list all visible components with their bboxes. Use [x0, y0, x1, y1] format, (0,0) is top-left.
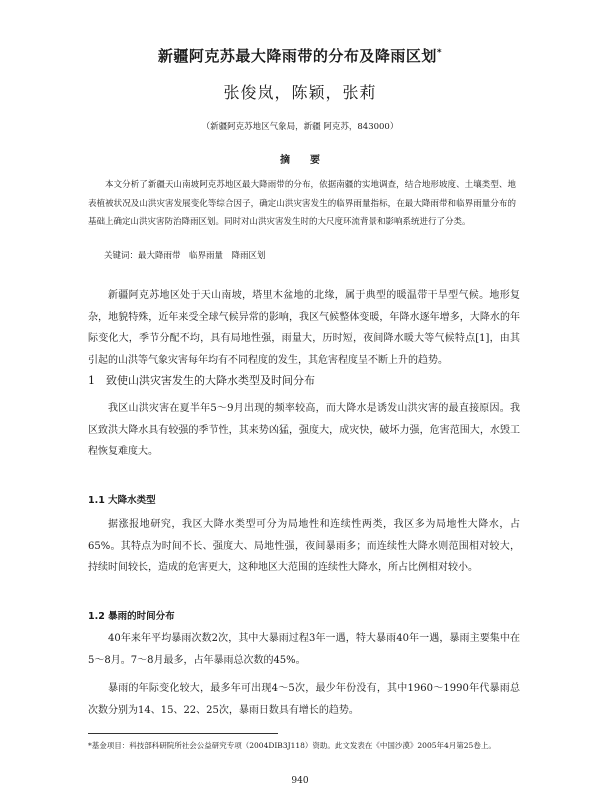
affiliation: （新疆阿克苏地区气象局，新疆 阿克苏，843000） [201, 122, 399, 132]
footnote: *基金项目：科技部科研院所社会公益研究专项（2004DIB3J118）资助。此文发表在《中国沙漠》2005年4月第25卷上。 [88, 741, 496, 750]
paper-title [0, 45, 600, 66]
abstract-heading: 摘 要 [280, 155, 320, 166]
intro-paragraph: 新疆阿克苏地区处于天山南坡，塔里木盆地的北缘，属于典型的暖温带干旱型气候。地形复杂，地貌特殊，近年来受全球气候异常的影响，我区气候整体变暖，年降水逐年增多，大降水的年际变化大，季节分配不均，具有局地性强，雨量大，历时短，夜间降水暖大等气候特点[1]，由其引起的山洪等气象灾害每年均有不同程度的发生，其危害程度呈不断上升的趋势。 [88, 290, 520, 366]
page-number: 940 [291, 776, 309, 786]
abstract-body: 本文分析了新疆天山南坡阿克苏地区最大降雨带的分布，依据南疆的实地调查，结合地形坡度、土壤类型、地表植被状况及山洪灾害发展变化等综合因子，确定山洪灾害发生的临界雨量指标，在最大降雨带和临界雨量分布的基础上确定山洪灾害防治降雨区划。同时对山洪灾害发生时的大尺度环流背景和影响系统进行了分类。 [88, 180, 516, 227]
section-1-1-heading: 1.1 大降水类型 [88, 495, 156, 506]
section-1-2-paragraph-2: 暴雨的年际变化较大，最多年可出现4～5次，最少年份没有，其中1960～1990年代暴雨总次数分别为14、15、22、25次，暴雨日数具有增长的趋势。 [88, 683, 520, 716]
title-footnote-marker: * [436, 48, 443, 58]
footnote-divider [88, 733, 278, 734]
section-1-paragraph: 我区山洪灾害在夏半年5～9月出现的频率较高，而大降水是诱发山洪灾害的最直接原因。我区致洪大降水具有较强的季节性，其来势凶猛，强度大，成灾快，破坏力强，危害范围大，水毁工程恢复难度大。 [88, 403, 520, 457]
section-1-2-paragraph-1: 40年来年平均暴雨次数2次，其中大暴雨过程3年一遇，特大暴雨40年一遇，暴雨主要集中在5～8月。7～8月最多，占年暴雨总次数的45%。 [88, 633, 520, 666]
section-1-2-heading: 1.2 暴雨的时间分布 [88, 611, 175, 622]
section-1-1-paragraph: 据涨报地研究，我区大降水类型可分为局地性和连续性两类，我区多为局地性大降水，占65%。其特点为时间不长、强度大、局地性强，夜间暴雨多；而连续性大降水则范围相对较大，持续时间较长，造成的危害更大，这种地区大范围的连续性大降水，所占比例相对较小。 [88, 519, 520, 573]
author-list: 张俊岚，陈颖，张莉 [223, 83, 377, 102]
section-1-heading: 1 致使山洪灾害发生的大降水类型及时间分布 [88, 374, 315, 387]
title-text: 新疆阿克苏最大降雨带的分布及降雨区划 [157, 47, 437, 65]
keywords: 关键词：最大降雨带 临界雨量 降雨区划 [104, 251, 266, 261]
